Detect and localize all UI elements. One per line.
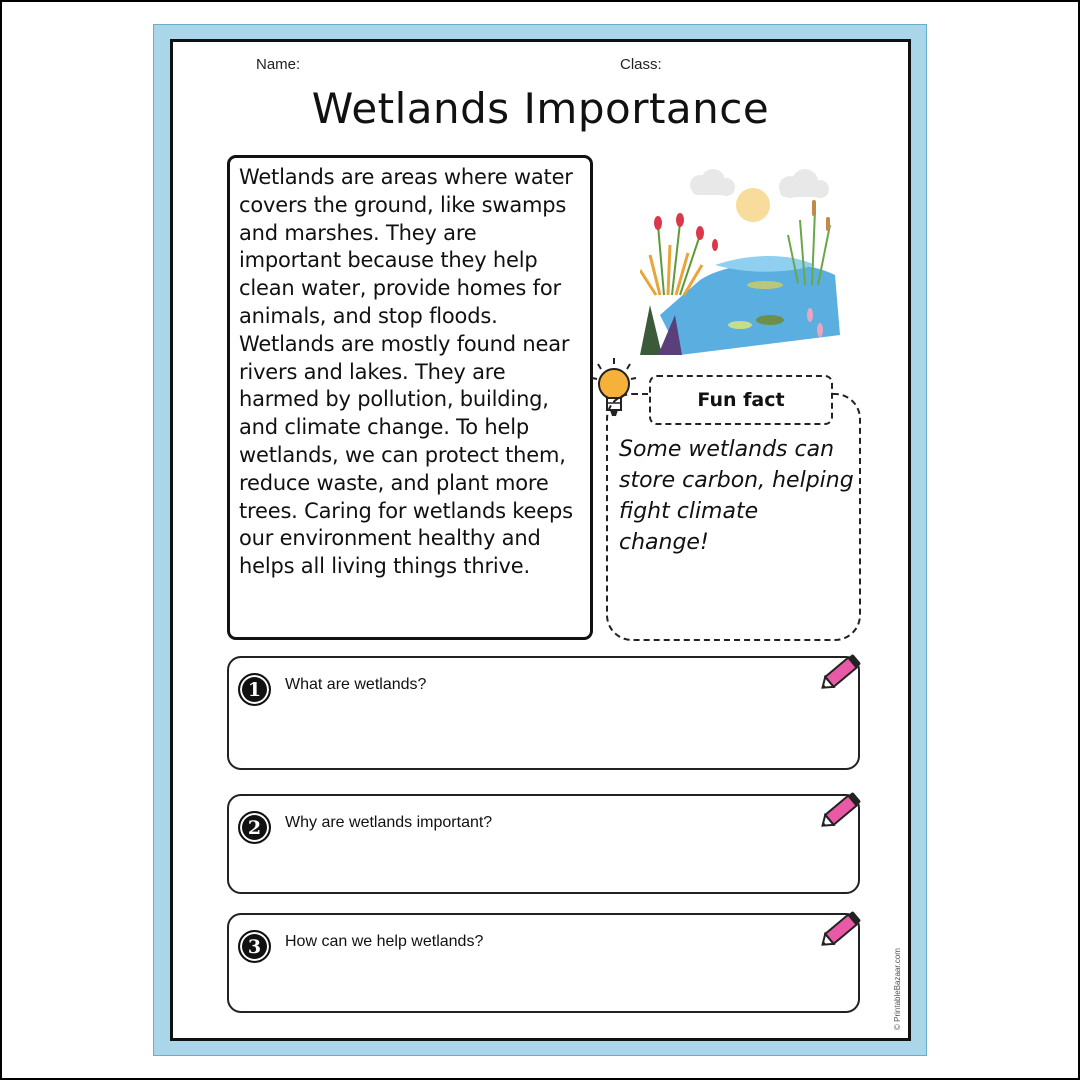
passage-text: Wetlands are areas where water covers the ground, like swamps and marshes. They are important because they help clean water, provide homes for animals, and stop floods. Wetlands are mostly found near rivers and lakes. They are harmed by pollution, building, and climate change. To help wetlands, we can protect them, reduce waste, and plant more trees. Caring for wetlands keeps our environment healthy and helps all living things thrive.	[239, 165, 573, 579]
fun-fact-heading: Fun fact	[649, 375, 833, 425]
page-title: Wetlands Importance	[311, 84, 770, 133]
question-text: Why are wetlands important?	[285, 814, 493, 831]
name-label: Name:	[256, 56, 301, 73]
question-1-answer-box[interactable]	[227, 656, 860, 770]
question-2-answer-box[interactable]	[227, 794, 860, 894]
question-number-badge: 2	[238, 811, 271, 844]
question-text: How can we help wetlands?	[285, 933, 484, 950]
wetland-illustration	[640, 165, 845, 355]
question-text: What are wetlands?	[285, 676, 427, 693]
class-label: Class:	[620, 56, 662, 73]
pencil-icon	[816, 903, 868, 955]
copyright-watermark: © PrintableBazaar.com	[893, 948, 902, 1030]
reading-passage	[227, 155, 593, 640]
question-3-answer-box[interactable]	[227, 913, 860, 1013]
question-number-badge: 3	[238, 930, 271, 963]
fun-fact-text: Some wetlands can store carbon, helping fight climate change!	[619, 437, 854, 555]
pencil-icon	[816, 646, 868, 698]
question-number-badge: 1	[238, 673, 271, 706]
pencil-icon	[816, 784, 868, 836]
